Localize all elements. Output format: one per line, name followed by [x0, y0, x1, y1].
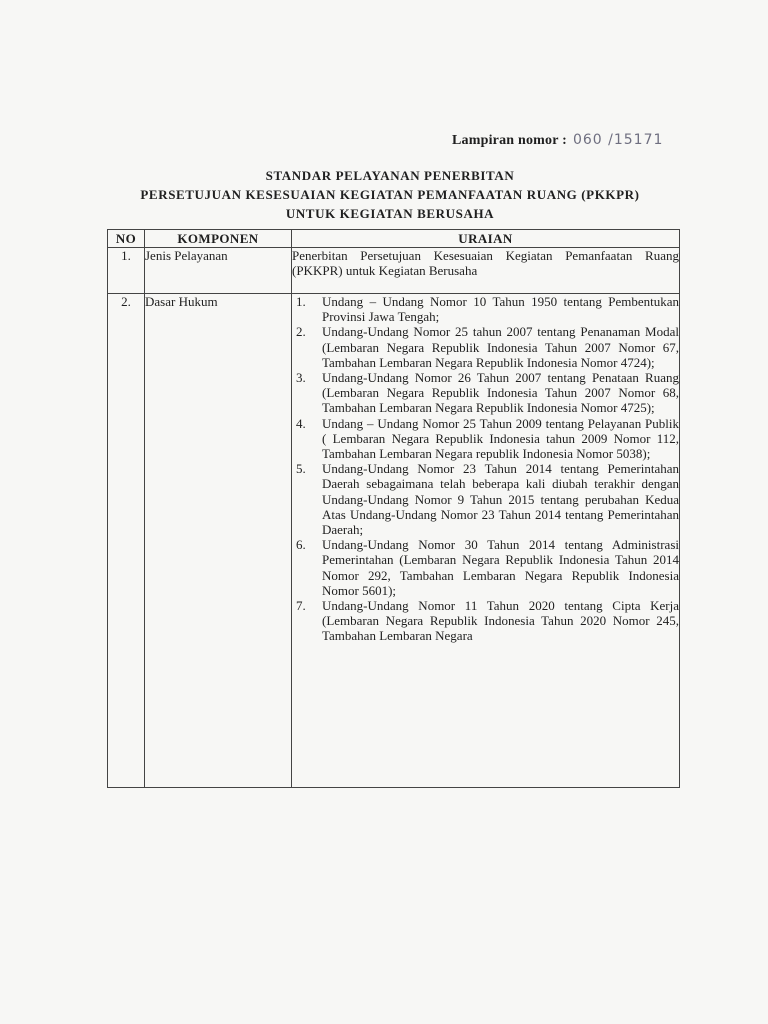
list-item-text: Undang – Undang Nomor 10 Tahun 1950 tentang Pembentukan Provinsi Jawa Tengah;	[322, 294, 679, 325]
list-item	[292, 537, 679, 598]
row-component: Jenis Pelayanan	[145, 248, 292, 294]
list-item	[292, 598, 679, 644]
list-item	[292, 461, 679, 537]
document-title-line-3: UNTUK KEGIATAN BERUSAHA	[285, 206, 495, 221]
list-item	[292, 324, 679, 370]
legal-basis-list	[292, 294, 679, 644]
table-header-row	[108, 230, 680, 248]
list-item-number: 5.	[296, 461, 306, 477]
service-standard-table	[107, 229, 680, 788]
list-item-text: Undang-Undang Nomor 30 Tahun 2014 tentang Administrasi Pemerintahan (Lembaran Negara Republik Indonesia Tahun 2014 Nomor 292, Tambahan Lembaran Negara Republik Indonesia Nomor 5601);	[322, 537, 679, 598]
row-description	[292, 294, 680, 788]
list-item-number: 3.	[296, 370, 306, 386]
list-item	[292, 370, 679, 416]
list-item-text: Undang-Undang Nomor 23 Tahun 2014 tentang Pemerintahan Daerah sebagaimana telah beberapa kali diubah terakhir dengan Undang-Undang Nomor 9 Tahun 2015 tentang perubahan Kedua Atas Undang-Undang Nomor 23 Tahun 2014 tentang Pemerintahan Daerah;	[322, 461, 679, 538]
table-row	[108, 248, 680, 294]
header-no: NO	[108, 230, 145, 248]
list-item-number: 2.	[296, 324, 306, 340]
document-title-line-1: STANDAR PELAYANAN PENERBITAN	[265, 168, 515, 183]
row-number: 2.	[108, 294, 145, 788]
list-item-text: Undang-Undang Nomor 11 Tahun 2020 tentang Cipta Kerja (Lembaran Negara Republik Indonesia Tahun 2020 Nomor 245, Tambahan Lembaran Negara	[322, 598, 679, 644]
list-item-text: Undang-Undang Nomor 26 Tahun 2007 tentang Penataan Ruang (Lembaran Negara Republik Indonesia Tahun 2007 Nomor 68, Tambahan Lembaran Negara Republik Indonesia Nomor 4725);	[322, 370, 679, 416]
table-row	[108, 294, 680, 788]
document-title-line-2: PERSETUJUAN KESESUAIAN KEGIATAN PEMANFAATAN RUANG (PKKPR)	[140, 187, 640, 202]
list-item-text: Undang-Undang Nomor 25 tahun 2007 tentang Penanaman Modal (Lembaran Negara Republik Indonesia Tahun 2007 Nomor 67, Tambahan Lembaran Negara Republik Indonesia Nomor 4724);	[322, 324, 679, 370]
header-komponen: KOMPONEN	[145, 230, 292, 248]
row-component: Dasar Hukum	[145, 294, 292, 788]
list-item-number: 6.	[296, 537, 306, 553]
list-item-number: 7.	[296, 598, 306, 614]
header-uraian: URAIAN	[292, 230, 680, 248]
row-number: 1.	[108, 248, 145, 294]
attachment-number-handwritten: 060 /15171	[572, 132, 664, 148]
list-item-number: 1.	[296, 294, 306, 309]
list-item	[292, 416, 679, 462]
attachment-label: Lampiran nomor :	[452, 133, 567, 148]
row-description: Penerbitan Persetujuan Kesesuaian Kegiatan Pemanfaatan Ruang (PKKPR) untuk Kegiatan Berusaha	[292, 248, 680, 294]
attachment-number-line	[452, 132, 663, 149]
list-item-number: 4.	[296, 415, 306, 431]
list-item	[292, 294, 679, 324]
list-item-text: Undang – Undang Nomor 25 Tahun 2009 tentang Pelayanan Publik ( Lembaran Negara Republik Indonesia tahun 2009 Nomor 112, Tambahan Lembaran Negara republik Indonesia Nomor 5038);	[322, 415, 679, 462]
